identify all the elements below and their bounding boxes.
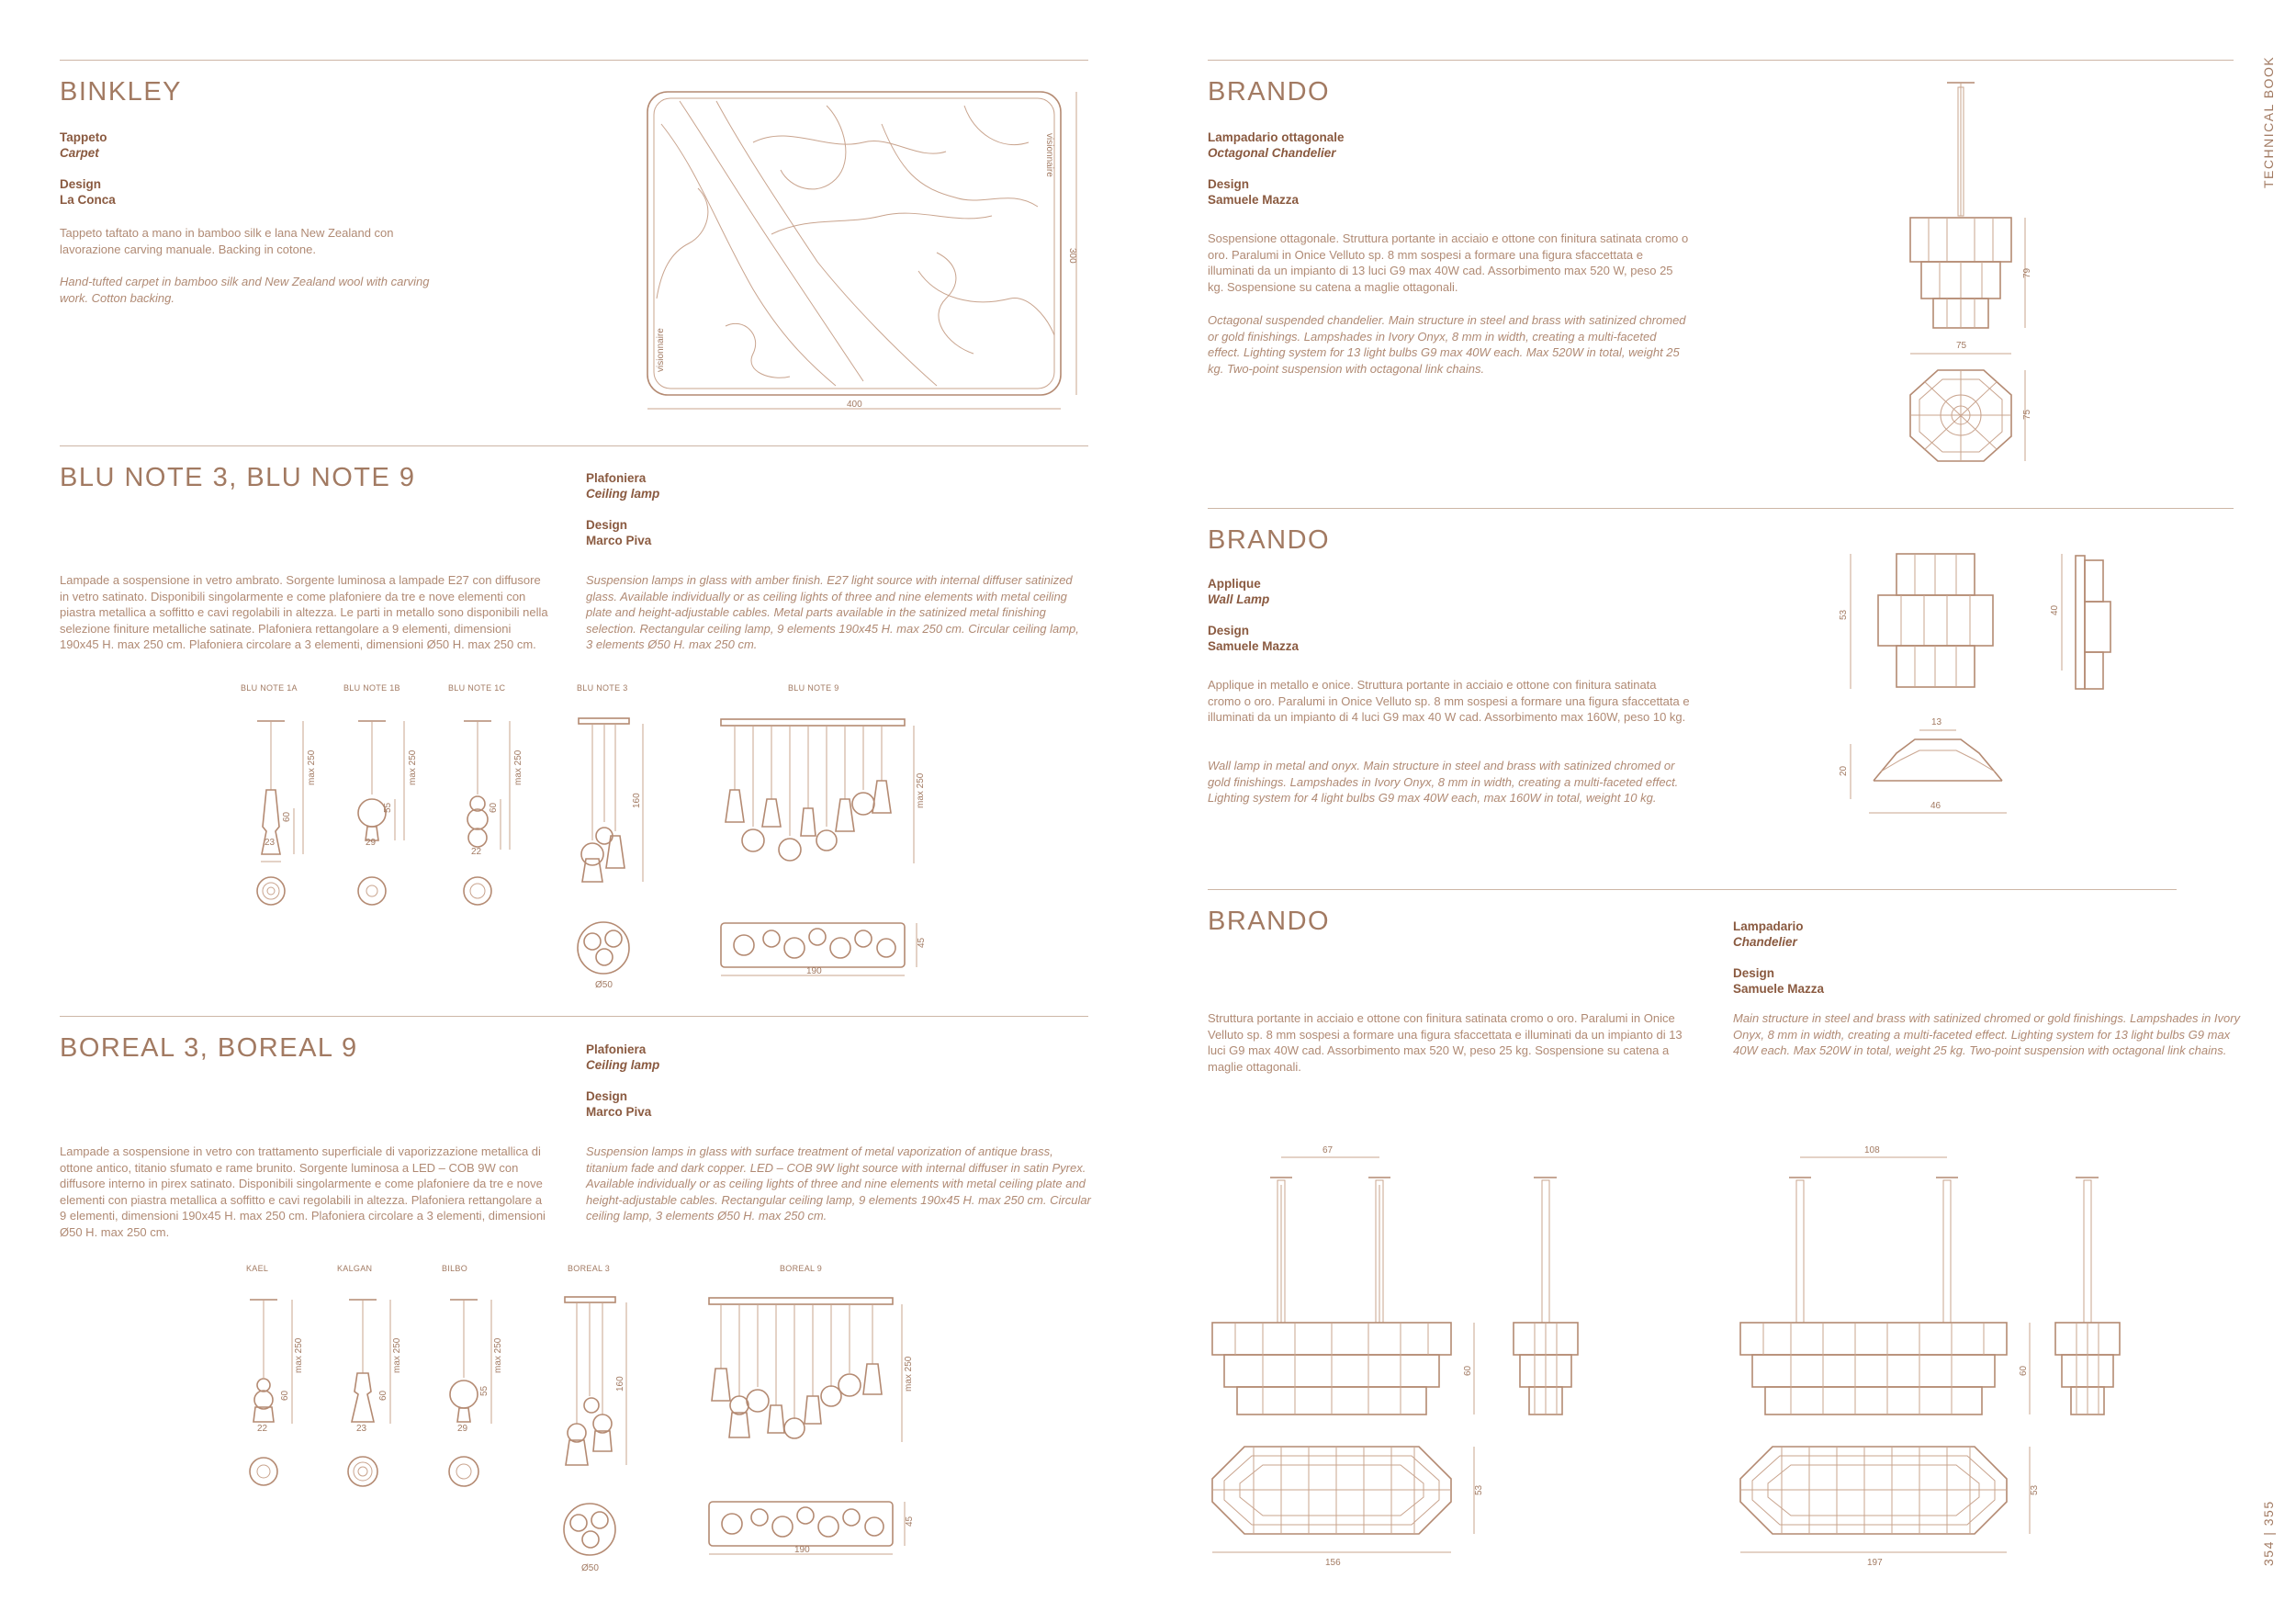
blunote-1c-h: 60 [489,802,499,813]
brando-wall-title: BRANDO [1208,525,1331,555]
brando-octagonal-designer: Samuele Mazza [1208,193,1300,207]
boreal-kalgan-w: 23 [356,1424,367,1434]
boreal-variant-3: BOREAL 3 [568,1264,611,1273]
brando-chandelier-b-d: 53 [2030,1484,2040,1495]
brando-wall-dim-side: 40 [2050,604,2060,615]
boreal-3-h: 160 [615,1376,625,1392]
brando-octagonal-dim-w: 75 [1956,341,1967,351]
boreal-kalgan-max: max 250 [392,1337,402,1373]
blunote-meta [586,470,659,548]
brando-chandelier-b-top: 108 [1864,1145,1880,1155]
divider-brando-octagonal [1208,60,2234,61]
boreal-bilbo-w: 29 [457,1424,468,1434]
blunote-3-d: Ø50 [595,980,613,990]
brando-wall-dim-top: 13 [1931,717,1942,727]
boreal-kael-max: max 250 [294,1337,304,1373]
boreal-bilbo-h: 55 [479,1385,490,1396]
blunote-9-max: max 250 [916,772,926,808]
binkley-desc-en: Hand-tufted carpet in bamboo silk and New Zealand wool with carving work. Cotton backing. [60,275,430,305]
boreal-variant-kael: KAEL [246,1264,269,1273]
divider-blunote [60,445,1088,446]
blunote-variant-3: BLU NOTE 3 [577,683,628,693]
blunote-desc-en: Suspension lamps in glass with amber finish. E27 light source with internal diffuser satinized glass. Available individually or as ceiling lights of three and nine elements with metal ceiling plate and height-adjustable cables. Metal parts available in the satinized metal finishing selection. Rectangular ceiling lamp, 9 elements 190x45 H. max 250 cm. Circular ceiling lamp, 3 elements Ø50 H. max 250 cm. [586,573,1079,652]
boreal-kalgan-h: 60 [378,1390,388,1401]
boreal-bilbo-max: max 250 [493,1337,503,1373]
blunote-9-d: 45 [917,937,927,948]
brando-chandelier-design-label: Design [1733,966,1775,980]
brando-chandelier-type-en: Chandelier [1733,935,1797,949]
brando-chandelier-desc-it: Struttura portante in acciaio e ottone con finitura satinata cromo o oro. Paralumi in Onice Velluto sp. 8 mm sospesi a formare una figura sfaccettata e illuminati da un impianto di 13 luci G9 max 40W cad. Assorbimento max 520 W, peso 25 kg. Sospensione su catena a maglie ottagonali. [1208,1011,1683,1074]
blunote-designer: Marco Piva [586,534,652,547]
binkley-design-label: Design [60,177,102,191]
binkley-dim-h: 300 [1067,248,1077,264]
brando-octagonal-design-label: Design [1208,177,1250,191]
brando-wall-dim-depth: 20 [1839,765,1849,776]
divider-boreal [60,1016,1088,1017]
boreal-desc-en: Suspension lamps in glass with surface treatment of metal vaporization of antique brass, titanium fade and dark copper. LED – COB 9W light source with internal diffuser in satin Pyrex. Available individually or as ceiling lights of three and nine elements with metal ceiling plate and height-adjustable cables. Rectangular ceiling lamp, 9 elements 190x45 H. max 250 cm. Circular ceiling lamp, 3 elements Ø50 H. max 250 cm. [586,1144,1091,1223]
brando-octagonal-type-it: Lampadario ottagonale [1208,130,1345,144]
binkley-designer: La Conca [60,193,116,207]
divider-binkley [60,60,1088,61]
brando-wall-desc-it: Applique in metallo e onice. Struttura portante in acciaio e ottone con finitura satinata cromo o oro. Paralumi in Onice Velluto sp. 8 mm sospesi a formare una figura sfaccettata e illuminati da un impianto di 4 luci G9 max 40 W cad. Assorbimento max 160W, peso 10 kg. [1208,678,1690,725]
brando-chandelier-title: BRANDO [1208,907,1331,936]
blunote-1a-h: 60 [282,811,292,822]
brando-octagonal-dim-h: 79 [2022,267,2032,278]
blunote-1c-w: 22 [471,847,482,857]
blunote-type-it: Plafoniera [586,471,647,485]
blunote-desc-it: Lampade a sospensione in vetro ambrato. Sorgente luminosa a lampade E27 con diffusore in vetro satinato. Disponibili singolarmente e come plafoniere da tre e nove elementi con piastra metallica a soffitto e cavi regolabili in altezza. Le parti in metallo sono disponibili nella selezione finiture metalliche satinate. Plafoniera rettangolare a 9 elementi, dimensioni 190x45 H. max 250 cm. Plafoniera circolare a 3 elementi, dimensioni Ø50 H. max 250 cm. [60,573,548,652]
brando-octagonal-desc-en: Octagonal suspended chandelier. Main structure in steel and brass with satinized chromed or gold finishings. Lampshades in Ivory Onyx, 8 mm in width, creating a multi-faceted effect. Lighting system for 13 light bulbs G9 max 40W each. Max 520W in total, weight 25 kg. Two-point suspension with octagonal link chains. [1208,313,1686,376]
blunote-1b-h: 55 [383,802,393,813]
brando-octagonal-title: BRANDO [1208,77,1331,107]
brando-chandelier-b-drawing [1736,1139,2177,1571]
boreal-variant-bilbo: BILBO [442,1264,468,1273]
boreal-3-d: Ø50 [581,1563,599,1573]
blunote-9-w: 190 [806,966,822,976]
boreal-design-label: Design [586,1089,628,1103]
brando-chandelier-a-top: 67 [1322,1145,1334,1155]
boreal-title: BOREAL 3, BOREAL 9 [60,1033,358,1063]
blunote-1b-max: max 250 [408,750,418,785]
brando-wall-design-label: Design [1208,624,1250,637]
brando-chandelier-b-h: 60 [2019,1365,2029,1376]
boreal-variant-9: BOREAL 9 [780,1264,823,1273]
brando-octagonal-type-en: Octagonal Chandelier [1208,146,1336,160]
boreal-kael-w: 22 [257,1424,268,1434]
boreal-meta [586,1042,659,1120]
brando-octagonal-dim-d: 75 [2022,409,2032,420]
brando-chandelier-a-drawing [1208,1139,1612,1571]
brando-wall-dim-h: 53 [1839,609,1849,620]
brando-wall-type-en: Wall Lamp [1208,592,1270,606]
blunote-design-label: Design [586,518,628,532]
boreal-9-max: max 250 [904,1356,914,1392]
boreal-type-en: Ceiling lamp [586,1058,660,1072]
brando-wall-designer: Samuele Mazza [1208,639,1300,653]
brando-chandelier-meta [1733,919,1824,997]
boreal-kael-h: 60 [280,1390,290,1401]
binkley-type-it: Tappeto [60,130,107,144]
brando-wall-desc-en: Wall lamp in metal and onyx. Main structure in steel and brass with satinized chromed or gold finishings. Lampshades in Ivory Onyx, 8 mm in width, creating a multi-faceted effect. Lighting system for 4 light bulbs G9 max 40W each, max 160W in total, weight 10 kg. [1208,759,1679,806]
brando-octagonal-desc-it: Sospensione ottagonale. Struttura portante in acciaio e ottone con finitura satinata cromo o oro. Paralumi in Onice Velluto sp. 8 mm sospesi a formare una figura sfaccettata e illuminati da un impianto di 13 luci G9 max 40W cad. Assorbimento max 520 W, peso 25 kg. Sospensione su catena a maglie ottagonali. [1208,231,1689,294]
brando-chandelier-a-w: 156 [1325,1558,1341,1568]
binkley-dim-w: 400 [847,400,862,410]
brando-chandelier-b-w: 197 [1867,1558,1883,1568]
brando-chandelier-type-it: Lampadario [1733,919,1804,933]
brando-wall-dim-w: 46 [1930,801,1941,811]
page-numbers: 354 | 355 [2261,1500,2276,1566]
boreal-variant-kalgan: KALGAN [337,1264,373,1273]
boreal-9-d: 45 [905,1516,915,1527]
binkley-brand-top: visionnaire [1044,133,1054,177]
brando-chandelier-a-h: 60 [1463,1365,1473,1376]
brando-chandelier-desc-en: Main structure in steel and brass with satinized chromed or gold finishings. Lampshades in Ivory Onyx, 8 mm in width, creating a multi-faceted effect. Lighting system for 13 light bulbs G9 max 40W each. Max 520W in total, weight 25 kg. Two-point suspension with octagonal link chains. [1733,1011,2241,1058]
blunote-1a-w: 23 [264,838,276,848]
boreal-type-it: Plafoniera [586,1043,647,1056]
blunote-variant-1c: BLU NOTE 1C [448,683,506,693]
binkley-desc-it: Tappeto taftato a mano in bamboo silk e lana New Zealand con lavorazione carving manuale. Backing in cotone. [60,226,394,256]
brando-wall-type-it: Applique [1208,577,1261,591]
blunote-3-h: 160 [632,793,642,808]
brando-wall-meta [1208,576,1299,654]
blunote-type-en: Ceiling lamp [586,487,660,501]
boreal-drawings [239,1286,937,1580]
divider-brando-chandelier [1208,889,2177,890]
boreal-desc-it: Lampade a sospensione in vetro con trattamento superficiale di vaporizzazione metallica di ottone antico, titanio sfumato e rame brunito. Sorgente luminosa a LED – COB 9W con diffusore interno in pirex satinato. Disponibili singolarmente e come plafoniere da tre e nove elementi con piastra metallica a soffitto e cavi regolabili in altezza. Plafoniera rettangolare a 9 elementi, dimensioni 190x45 H. max 250 cm. Plafoniera circolare a 3 elementi, dimensioni Ø50 H. max 250 cm. [60,1144,546,1239]
brando-chandelier-designer: Samuele Mazza [1733,982,1825,996]
binkley-type-en: Carpet [60,146,99,160]
blunote-drawings [239,707,937,992]
boreal-designer: Marco Piva [586,1105,652,1119]
brando-wall-drawing [1828,547,2140,840]
blunote-1a-max: max 250 [307,750,317,785]
boreal-9-w: 190 [794,1545,810,1555]
brando-octagonal-drawing [1892,78,2048,473]
blunote-title: BLU NOTE 3, BLU NOTE 9 [60,463,416,492]
divider-brando-wall [1208,508,2234,509]
binkley-meta [60,130,116,208]
brando-octagonal-meta [1208,130,1345,208]
binkley-title: BINKLEY [60,77,182,107]
blunote-1b-w: 29 [366,838,377,848]
blunote-variant-1b: BLU NOTE 1B [343,683,400,693]
blunote-variant-9: BLU NOTE 9 [788,683,839,693]
binkley-brand-bottom: visionnaire [656,328,666,372]
brando-chandelier-a-d: 53 [1474,1484,1484,1495]
blunote-1c-max: max 250 [513,750,523,785]
binkley-carpet-drawing [643,87,1084,418]
blunote-variant-1a: BLU NOTE 1A [241,683,298,693]
technical-book-label: TECHNICAL BOOK [2261,55,2276,188]
